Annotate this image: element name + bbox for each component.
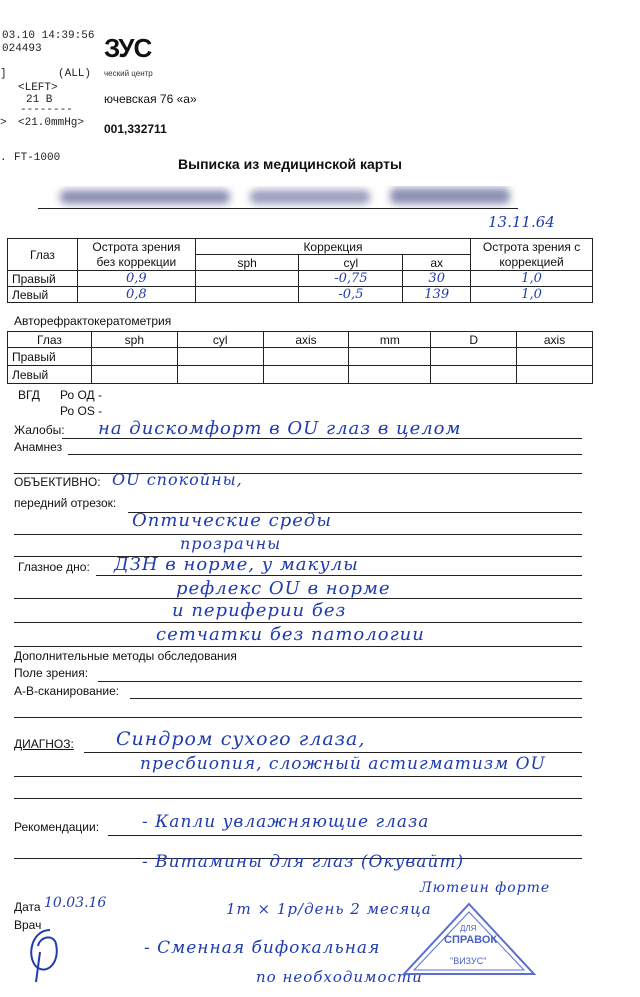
receipt-left-marker: <LEFT> <box>18 82 58 94</box>
acuity-header-with-correction: Острота зрения с коррекцией <box>471 239 593 271</box>
autoref-row-label: Правый <box>8 348 92 366</box>
right-corrected: 1,0 <box>471 271 593 287</box>
clinic-logo: ЗУС <box>104 33 152 63</box>
row-label: Правый <box>8 271 78 287</box>
acuity-header-correction: Коррекция <box>195 239 470 255</box>
right-ax: 30 <box>403 271 471 287</box>
autoref-header: mm <box>349 332 431 348</box>
recommendations-line-4: 1т × 1р/день 2 месяца <box>226 900 432 918</box>
fundus-label: Глазное дно: <box>18 560 90 574</box>
stamp-main: СПРАВОК <box>444 934 498 946</box>
receipt-arrow: > <box>0 117 7 129</box>
fundus-line-3: и периферии без <box>172 600 347 621</box>
fundus-line-2: рефлекс OU в норме <box>176 578 391 599</box>
clinic-subtitle: ческий центр <box>104 69 153 78</box>
vgd-label: ВГД <box>18 388 40 402</box>
clinic-stamp <box>400 900 538 978</box>
vgd-os: Ро OS - <box>60 404 103 418</box>
diagnosis-label: ДИАГНОЗ: <box>14 737 74 751</box>
autoref-header: cyl <box>177 332 263 348</box>
acuity-table <box>7 238 593 303</box>
acuity-row-left <box>8 287 593 303</box>
ab-scan-label: А-В-сканирование: <box>14 684 120 698</box>
receipt-dot: . <box>0 152 7 164</box>
autoref-table <box>7 331 593 384</box>
diagnosis-line-1: Синдром сухого глаза, <box>116 728 366 750</box>
clinic-phone: 001,332711 <box>104 122 167 136</box>
anterior-line-2: прозрачны <box>180 534 282 553</box>
objective-value: OU спокойны, <box>112 470 243 489</box>
complaints-label: Жалобы: <box>14 423 65 437</box>
anterior-label: передний отрезок: <box>14 496 117 510</box>
autoref-header: D <box>431 332 517 348</box>
recommendations-line-6: по необходимости <box>256 968 423 986</box>
right-cyl: -0,75 <box>299 271 403 287</box>
date-value: 10.03.16 <box>44 895 107 911</box>
acuity-header-eye: Глаз <box>8 239 78 271</box>
left-cyl: -0,5 <box>299 287 403 303</box>
date-of-birth: 13.11.64 <box>488 213 555 231</box>
stamp-bottom: "ВИЗУС" <box>450 956 487 966</box>
receipt-datetime: 03.10 14:39:56 <box>2 30 95 42</box>
autoref-header: axis <box>263 332 349 348</box>
stamp-top: ДЛЯ <box>460 924 477 933</box>
left-sph <box>195 287 299 303</box>
objective-label: ОБЪЕКТИВНО: <box>14 475 101 489</box>
additional-label: Дополнительные методы обследования <box>14 649 237 663</box>
recommendations-line-1: - Капли увлажняющие глаза <box>142 812 430 832</box>
anterior-line-1: Оптические среды <box>132 510 332 531</box>
page-title: Выписка из медицинской карты <box>178 156 402 172</box>
acuity-header-cyl: cyl <box>299 255 403 271</box>
clinic-address: ючевская 76 «а» <box>104 92 197 106</box>
recommendations-line-5: - Сменная бифокальная <box>144 938 381 958</box>
vgd-od: Ро ОД - <box>60 388 103 402</box>
acuity-row-right <box>8 271 593 287</box>
fundus-line-4: сетчатки без патологии <box>156 624 425 645</box>
autoref-header: axis <box>517 332 593 348</box>
right-sph <box>195 271 299 287</box>
autoref-header: Глаз <box>8 332 92 348</box>
receipt-all: (ALL) <box>58 68 92 80</box>
acuity-header-ax: ax <box>403 255 471 271</box>
autoref-header: sph <box>91 332 177 348</box>
receipt-number: 024493 <box>2 43 42 55</box>
date-label: Дата <box>14 900 41 914</box>
right-uncorrected: 0,9 <box>77 271 195 287</box>
left-corrected: 1,0 <box>471 287 593 303</box>
doctor-label: Врач <box>14 918 42 932</box>
left-ax: 139 <box>403 287 471 303</box>
patient-name-redacted <box>50 186 520 208</box>
fundus-line-1: ДЗН в норме, у макулы <box>114 554 359 575</box>
visual-field-label: Поле зрения: <box>14 666 89 680</box>
autoref-title: Авторефрактокератометрия <box>14 314 172 328</box>
row-label: Левый <box>8 287 78 303</box>
autoref-row-label: Левый <box>8 366 92 384</box>
left-uncorrected: 0,8 <box>77 287 195 303</box>
receipt-device: FT-1000 <box>14 152 61 164</box>
receipt-dashes: -------- <box>20 104 73 116</box>
doctor-signature-icon <box>20 922 80 986</box>
recommendations-label: Рекомендации: <box>14 820 100 834</box>
anamnesis-label: Анамнез <box>14 440 63 454</box>
acuity-header-sph: sph <box>195 255 299 271</box>
recommendations-line-2: - Витамины для глаз (Окувайт) <box>142 852 465 872</box>
acuity-header-uncorrected: Острота зрения без коррекции <box>77 239 195 271</box>
receipt-bracket: ] <box>0 68 7 80</box>
receipt-value-b: 21 B <box>26 94 53 106</box>
recommendations-line-3: Лютеин форте <box>420 880 551 896</box>
receipt-pressure: <21.0mmHg> <box>18 117 85 129</box>
complaints-value: на дискомфорт в OU глаз в целом <box>98 418 462 439</box>
diagnosis-line-2: пресбиопия, сложный астигматизм OU <box>140 754 546 774</box>
